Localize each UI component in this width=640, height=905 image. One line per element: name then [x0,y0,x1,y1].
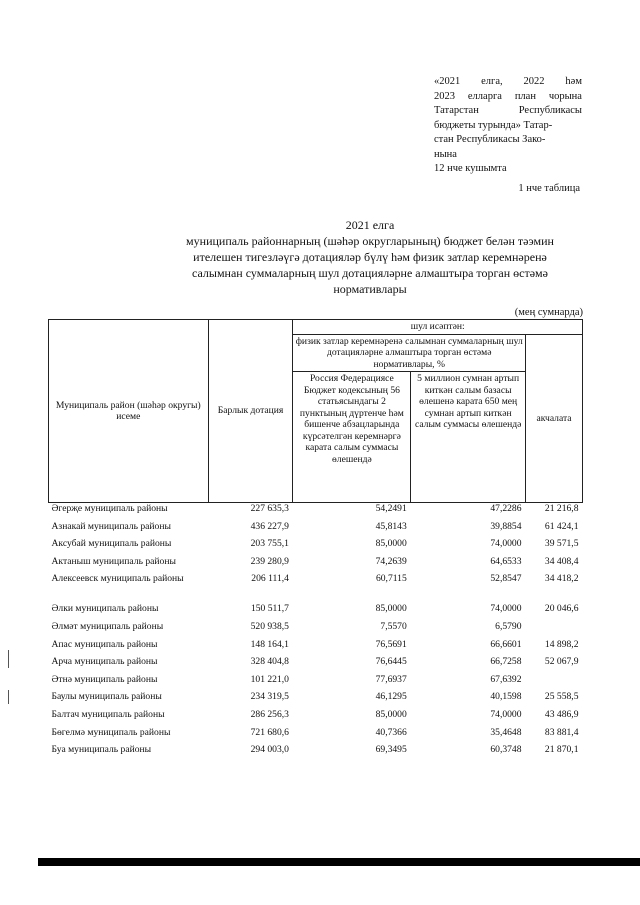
row-name: Баулы муниципаль районы [51,691,162,703]
row-cash: 61 424,1 [544,520,579,532]
row-5m: 74,0000 [490,708,522,720]
row-name: Буа муниципаль районы [51,744,152,756]
row-cash: 21 870,1 [544,744,579,756]
row-name: Актаныш муниципаль районы [51,555,176,567]
units-note: (мең сумнарда) [514,307,583,318]
row-rf: 85,0000 [375,708,407,720]
row-name: Арча муниципаль районы [51,656,158,668]
scan-artifact-line [8,690,9,704]
title-line-3: ителешен тигезләүгә дотацияләр бүлү һәм физик затлар керемнәренә [193,250,547,264]
row-name: Бөгелмә муниципаль районы [51,726,171,738]
table-row [49,674,583,692]
annex-line-4: бюджеты турында» Татар- [434,119,553,131]
row-name: Әлки муниципаль районы [51,603,159,615]
row-5m: 74,0000 [490,603,522,615]
row-5m: 52,8547 [490,573,522,585]
row-rf: 74,2639 [375,555,407,567]
document-title [160,217,580,297]
row-rf: 85,0000 [375,538,407,550]
table-row [49,538,583,556]
row-rf: 40,7366 [375,726,407,738]
row-5m: 47,2286 [490,503,522,514]
header-rf-code: Россия Федерациясе Бюджет кодексының 56 статьясындагы 2 пунктының дүртенче һәм бишенче абзацларында күрсәтелгән керемнәргә карата салым суммасы өлешендә [293,372,411,503]
scan-artifact-line [8,650,9,668]
row-rf: 46,1295 [375,691,407,703]
header-total: Барлык дотация [208,320,293,503]
title-line-4: салымнан суммаларның шул дотацияләрне алмаштыра торган өстәмә [192,266,548,280]
row-name: Әгерҗе муниципаль районы [51,503,168,514]
annex-line-3 [434,104,582,119]
row-total: 520 938,5 [250,620,289,632]
row-cash: 21 216,8 [544,503,579,514]
row-5m: 6,5790 [495,620,522,632]
row-total: 721 680,6 [250,726,289,738]
row-cash [526,621,583,639]
row-5m: 40,1598 [490,691,522,703]
row-total: 150 511,7 [250,603,289,615]
row-name: Апас муниципаль районы [51,638,158,650]
row-rf: 76,6445 [375,656,407,668]
annex-reference [434,75,582,177]
table-row [49,521,583,539]
table-row [49,603,583,621]
annex-line-6: нына [434,148,457,160]
row-cash: 34 408,4 [544,555,579,567]
title-line-1: 2021 елга [345,218,395,232]
table-row [49,573,583,603]
annex-line-7: 12 нче кушымта [434,163,507,174]
row-cash: 39 571,5 [544,538,579,550]
annex-line-5: стан Республикасы Зако- [434,134,546,145]
annex-word: һәм [565,76,582,87]
row-total: 239 280,9 [250,555,289,567]
row-cash: 43 486,9 [544,708,579,720]
table-row [49,639,583,657]
row-total: 286 256,3 [250,708,289,720]
annex-line-1 [434,75,582,90]
row-total: 101 221,0 [250,673,289,685]
row-total: 234 319,5 [250,691,289,703]
annex-line-2 [434,90,582,105]
table-row [49,691,583,709]
title-line-5: нормативлары [333,282,407,296]
table-row [49,503,583,521]
row-cash: 52 067,9 [544,656,579,668]
row-total: 294 003,0 [250,744,289,756]
table-row [49,709,583,727]
row-cash: 20 046,6 [544,603,579,615]
table-row [49,744,583,762]
annex-word: елларга [467,90,502,102]
row-rf: 77,6937 [375,673,407,685]
row-name: Балтач муниципаль районы [51,708,165,720]
header-including: шул исәптән: [293,320,583,335]
row-name: Алексеевск муниципаль районы [51,573,184,585]
annex-word: 2022 [523,76,545,87]
row-total: 206 111,4 [251,573,289,585]
row-5m: 64,6533 [490,555,522,567]
annex-word: «2021 [434,76,461,87]
dotation-table [48,319,583,762]
row-cash: 25 558,5 [544,691,579,703]
annex-word: Республикасы [518,105,582,116]
row-rf: 76,5691 [375,638,407,650]
row-5m: 66,6601 [490,638,522,650]
row-name: Әтнә муниципаль районы [51,673,158,685]
row-name: Әлмәт муниципаль районы [51,620,164,632]
row-cash: 83 881,4 [544,726,579,738]
row-5m: 39,8854 [490,520,522,532]
row-5m: 67,6392 [490,673,522,685]
header-5-million: 5 миллион сумнан артып киткән салым базасы өлешенә карата 650 мең сумнан артып киткән салым суммасы өлешендә [411,372,526,503]
table-row [49,556,583,574]
row-name: Аксубай муниципаль районы [51,538,172,550]
header-normatives: физик затлар керемнәренә салымнан суммаларның шул дотацияләрне алмаштыра торган өстәмә нормативлары, % [293,334,526,372]
annex-word: Татарстан [434,105,479,116]
table-row [49,727,583,745]
row-rf: 45,8143 [375,520,407,532]
row-5m: 74,0000 [490,538,522,550]
row-5m: 66,7258 [490,656,522,668]
row-total: 227 635,3 [250,503,289,514]
row-rf: 7,5570 [380,620,407,632]
row-rf: 60,7115 [375,573,407,585]
header-cash: акчалата [526,334,583,503]
row-total: 148 164,1 [250,638,289,650]
row-total: 328 404,8 [250,656,289,668]
row-total: 203 755,1 [250,538,289,550]
header-name: Муниципаль район (шәһәр округы) исеме [49,320,209,503]
annex-word: 2023 [434,90,455,102]
row-total: 436 227,9 [250,520,289,532]
row-name: Азнакай муниципаль районы [51,520,171,532]
scan-bottom-edge [38,858,640,866]
title-line-2: муниципаль районнарның (шәһәр округларының) бюджет белән тәэмин [186,234,554,248]
annex-word: чорына [548,90,582,102]
table-row [49,621,583,639]
row-rf: 54,2491 [375,503,407,514]
row-cash: 34 418,2 [544,573,579,585]
row-cash: 14 898,2 [544,638,579,650]
table-row [49,656,583,674]
row-5m: 60,3748 [490,744,522,756]
table-number: 1 нче таблица [518,183,580,194]
row-rf: 85,0000 [375,603,407,615]
row-rf: 69,3495 [375,744,407,756]
row-5m: 35,4648 [490,726,522,738]
row-cash [526,674,583,692]
annex-word: план [514,90,536,102]
annex-word: елга, [481,76,503,87]
